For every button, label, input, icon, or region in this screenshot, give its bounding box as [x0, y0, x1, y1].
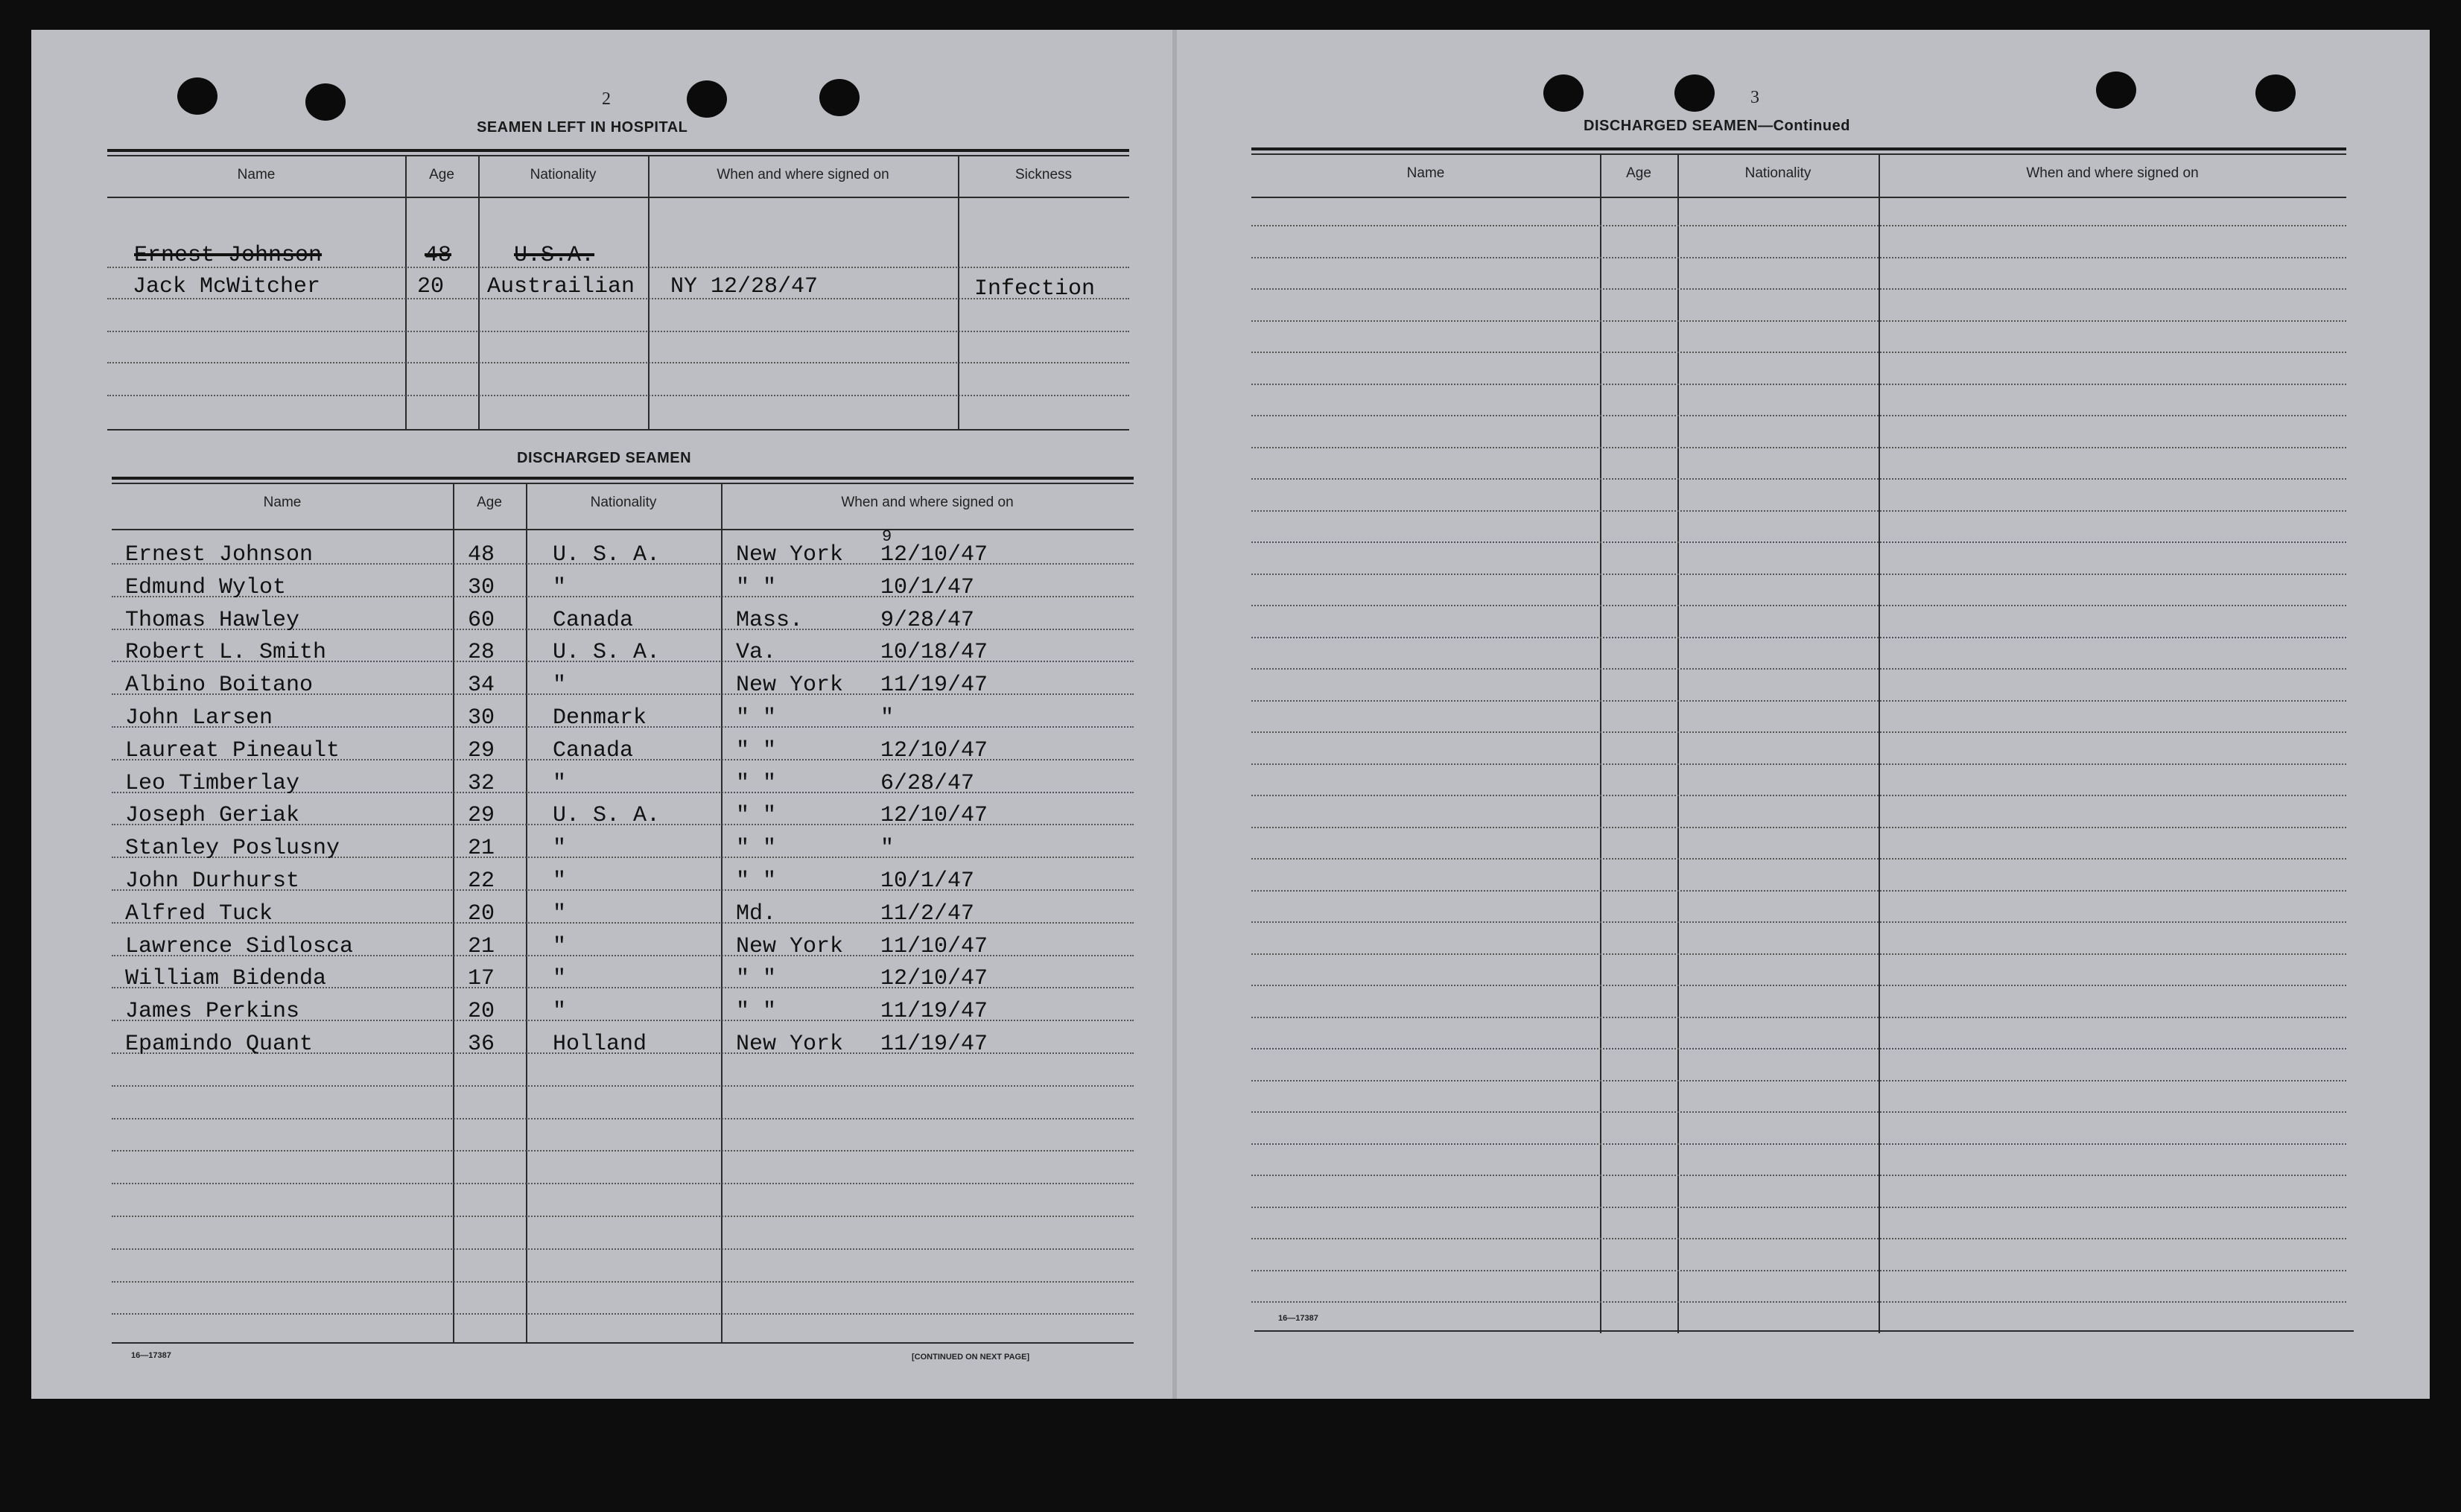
punch-hole	[1543, 74, 1584, 112]
seaman-age: 17	[468, 966, 495, 991]
seaman-nationality: Holland	[553, 1032, 647, 1057]
seaman-name: John Larsen	[125, 705, 273, 731]
punch-hole	[2255, 74, 2296, 112]
seaman-name: John Durhurst	[125, 868, 300, 894]
signed-on-date: 11/19/47	[880, 999, 988, 1024]
punch-hole	[1674, 74, 1715, 112]
seaman-nationality: "	[553, 575, 567, 600]
hospital-nationality: Austrailian	[487, 274, 635, 299]
hospital-sickness: Infection	[974, 276, 1096, 302]
signed-on-date: "	[880, 705, 895, 731]
signed-on-date: "	[880, 836, 895, 861]
seaman-age: 60	[468, 608, 495, 633]
seaman-name: Leo Timberlay	[125, 771, 300, 796]
seaman-name: Stanley Poslusny	[125, 836, 340, 861]
signed-on-date: 11/19/47	[880, 1032, 988, 1057]
signed-on-place: " "	[736, 705, 777, 731]
signed-on-date: 10/1/47	[880, 575, 975, 600]
seaman-name: William Bidenda	[125, 966, 327, 991]
signed-on-place: New York	[736, 1032, 844, 1057]
col-header-name: Name	[1406, 165, 1445, 181]
signed-on-place: " "	[736, 575, 777, 600]
seaman-age: 20	[468, 999, 495, 1024]
col-header-name: Name	[263, 495, 302, 510]
col-header-signed-on: When and where signed on	[841, 495, 1014, 510]
seaman-nationality: "	[553, 836, 567, 861]
seaman-nationality: Canada	[553, 608, 634, 633]
seaman-age: 22	[468, 868, 495, 894]
continued-section-title: DISCHARGED SEAMEN—Continued	[1584, 118, 1850, 134]
seaman-name: Laureat Pineault	[125, 738, 340, 763]
signed-on-place: New York	[736, 934, 844, 959]
seaman-name: Ernest Johnson	[125, 542, 314, 568]
seaman-age: 28	[468, 640, 495, 665]
form-number: 16—17387	[1278, 1314, 1318, 1323]
hospital-name: Ernest Johnson	[134, 243, 323, 268]
punch-hole	[2096, 72, 2136, 109]
seaman-age: 30	[468, 575, 495, 600]
signed-on-date: 12/10/47	[880, 738, 988, 763]
col-header-nationality: Nationality	[530, 167, 597, 182]
signed-on-date: 6/28/47	[880, 771, 975, 796]
signed-on-place: " "	[736, 836, 777, 861]
seaman-nationality: "	[553, 771, 567, 796]
seaman-nationality: Canada	[553, 738, 634, 763]
signed-on-place: " "	[736, 999, 777, 1024]
signed-on-place: Mass.	[736, 608, 804, 633]
col-header-nationality: Nationality	[590, 495, 657, 510]
signed-on-place: New York	[736, 542, 844, 568]
seaman-name: Robert L. Smith	[125, 640, 327, 665]
hospital-age: 20	[417, 274, 445, 299]
signed-on-date: 12/10/47	[880, 542, 988, 568]
hospital-name: Jack McWitcher	[133, 274, 321, 299]
signed-on-date: 10/1/47	[880, 868, 975, 894]
date-correction: 9	[882, 527, 892, 546]
signed-on-place: New York	[736, 673, 844, 698]
left-page	[31, 30, 1172, 1399]
punch-hole	[687, 80, 727, 118]
right-page	[1177, 30, 2430, 1399]
signed-on-place: Va.	[736, 640, 777, 665]
seaman-name: Epamindo Quant	[125, 1032, 314, 1057]
col-header-signed-on: When and where signed on	[717, 167, 889, 182]
signed-on-date: 12/10/47	[880, 803, 988, 828]
signed-on-place: " "	[736, 966, 777, 991]
seaman-name: Thomas Hawley	[125, 608, 300, 633]
form-number: 16—17387	[131, 1351, 171, 1360]
seaman-name: Alfred Tuck	[125, 901, 273, 927]
seaman-age: 21	[468, 934, 495, 959]
seaman-age: 29	[468, 738, 495, 763]
seaman-age: 32	[468, 771, 495, 796]
signed-on-place: " "	[736, 868, 777, 894]
signed-on-date: 11/2/47	[880, 901, 975, 927]
punch-hole	[819, 79, 860, 116]
signed-on-date: 12/10/47	[880, 966, 988, 991]
discharged-section-title: DISCHARGED SEAMEN	[517, 450, 692, 466]
seaman-name: Joseph Geriak	[125, 803, 300, 828]
signed-on-date: 11/19/47	[880, 673, 988, 698]
seaman-nationality: "	[553, 966, 567, 991]
page-number: 2	[602, 89, 611, 109]
col-header-age: Age	[1626, 165, 1651, 181]
hospital-age: 48	[425, 243, 452, 268]
seaman-nationality: U. S. A.	[553, 640, 661, 665]
seaman-name: Lawrence Sidlosca	[125, 934, 354, 959]
signed-on-date: 9/28/47	[880, 608, 975, 633]
col-header-sickness: Sickness	[1014, 167, 1073, 182]
seaman-nationality: U. S. A.	[553, 542, 661, 568]
signed-on-place: " "	[736, 803, 777, 828]
col-header-age: Age	[477, 495, 502, 510]
seaman-age: 34	[468, 673, 495, 698]
punch-hole	[177, 77, 217, 115]
seaman-nationality: "	[553, 999, 567, 1024]
hospital-signed-on: NY 12/28/47	[670, 274, 819, 299]
seaman-nationality: U. S. A.	[553, 803, 661, 828]
page-number: 3	[1750, 88, 1759, 107]
seaman-age: 30	[468, 705, 495, 731]
seaman-nationality: "	[553, 901, 567, 927]
seaman-age: 48	[468, 542, 495, 568]
seaman-age: 21	[468, 836, 495, 861]
seaman-age: 20	[468, 901, 495, 927]
seaman-age: 29	[468, 803, 495, 828]
col-header-age: Age	[429, 167, 454, 182]
hospital-nationality: U.S.A.	[514, 243, 595, 268]
signed-on-place: " "	[736, 738, 777, 763]
hospital-section-title: SEAMEN LEFT IN HOSPITAL	[477, 119, 688, 136]
seaman-nationality: "	[553, 934, 567, 959]
seaman-nationality: "	[553, 673, 567, 698]
signed-on-place: " "	[736, 771, 777, 796]
seaman-name: James Perkins	[125, 999, 300, 1024]
signed-on-place: Md.	[736, 901, 777, 927]
punch-hole	[305, 83, 346, 121]
col-header-name: Name	[237, 167, 276, 182]
col-header-nationality: Nationality	[1744, 165, 1811, 181]
seaman-name: Albino Boitano	[125, 673, 314, 698]
seaman-name: Edmund Wylot	[125, 575, 287, 600]
signed-on-date: 10/18/47	[880, 640, 988, 665]
col-header-signed-on: When and where signed on	[2026, 165, 2199, 181]
seaman-nationality: "	[553, 868, 567, 894]
seaman-age: 36	[468, 1032, 495, 1057]
seaman-nationality: Denmark	[553, 705, 647, 731]
signed-on-date: 11/10/47	[880, 934, 988, 959]
continued-note: [CONTINUED ON NEXT PAGE]	[912, 1353, 1030, 1362]
